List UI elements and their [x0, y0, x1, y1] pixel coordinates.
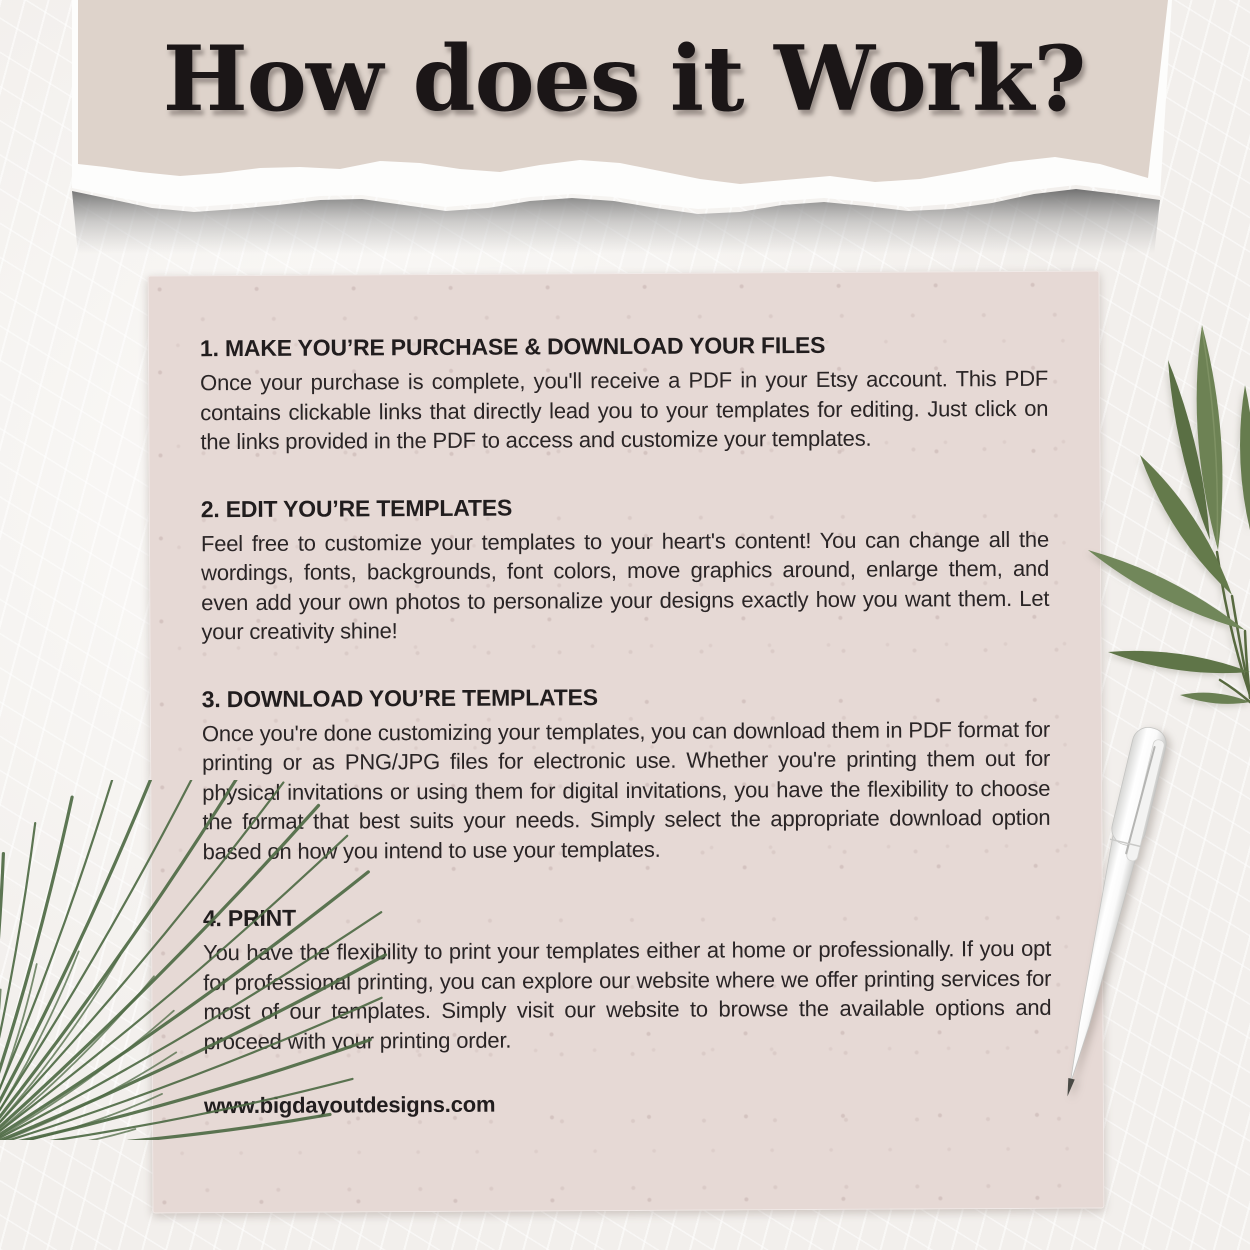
step-4-heading: 4. PRINT: [202, 904, 296, 932]
eucalyptus-leaves-icon: [1060, 300, 1250, 710]
step-2-section: [201, 489, 1050, 646]
white-pen-icon: [1010, 712, 1210, 1132]
page-title: How does it Work?: [162, 26, 1086, 132]
step-2-heading: 2. EDIT YOU’RE TEMPLATES: [200, 494, 513, 522]
palm-frond-icon: [0, 780, 420, 1140]
step-3-heading: 3. DOWNLOAD YOU’RE TEMPLATES: [201, 683, 598, 712]
step-1-body: Once your purchase is complete, you'll receive a PDF in your Etsy account. This PDF contains clickable links that directly lead you to your templates for editing. Just click on the links provided in the PDF to access and customize your templates.: [200, 365, 1049, 455]
step-1-heading: 1. MAKE YOU’RE PURCHASE & DOWNLOAD YOUR FILES: [199, 331, 826, 362]
pen-tip: [1064, 1078, 1075, 1097]
step-1-section: [200, 329, 1049, 457]
pen-body: [1054, 836, 1140, 1088]
step-4-body: You have the flexibility to print your templates either at home or professionally. If you opt for professional printing, you can explore our website where we offer printing services for most of our templates. Simply visit our website to browse the available options and proceed with your printing order.: [203, 935, 1052, 1054]
website-url: www.bigdayoutdesigns.com: [203, 1091, 496, 1119]
step-2-body: Feel free to customize your templates to your heart's content! You can change all the wordings, fonts, backgrounds, font colors, move graphics around, enlarge them, and even add your own photos to personalize your designs exactly how you want them. Let your creativity shine!: [200, 526, 1050, 645]
step-3-body: Once you're done customizing your templates, you can download them in PDF format for printing or as PNG/JPG files for electronic use. Whether you're printing them out for physical invitations or using them for digital invitations, you have the flexibility to choose the format that best suits your needs. Simply select the appropriate download option based on how you intend to use your templates.: [201, 716, 1051, 864]
